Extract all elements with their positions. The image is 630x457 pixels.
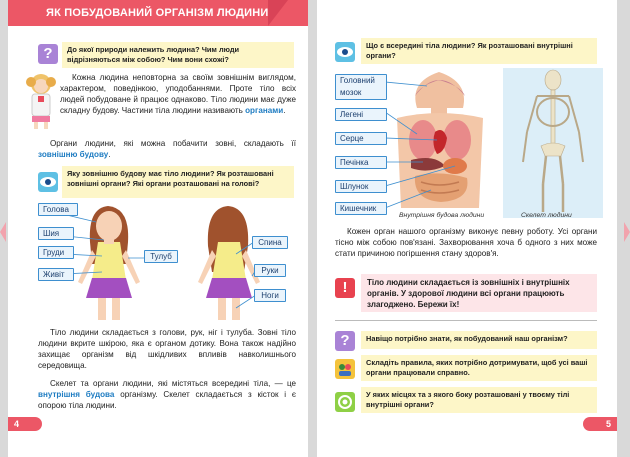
doctor-girl-illustration [22, 72, 60, 130]
question-box: Навіщо потрібно знати, як побудований наш організм? [361, 331, 597, 349]
eye-icon [38, 172, 58, 192]
page-number: 4 [8, 417, 42, 431]
caption-internal-structure: Внутрішня будова людини [399, 212, 485, 219]
question-icon: ? [38, 44, 58, 64]
skeleton-illustration [503, 68, 603, 218]
label-stomach: Шлунок [335, 180, 387, 193]
label-back: Спина [252, 236, 288, 249]
internal-structure-paragraph: Скелет та органи людини, які містяться всередині тіла, — це внутрішня будова організму. Скелет складається з кісток і є опорою тіла людини. [38, 379, 296, 410]
term-external-structure: зовнішню будову [38, 150, 109, 159]
question-box: До якої природи належить людина? Чим люди відрізняються між собою? Чим вони схожі? [62, 42, 294, 68]
question-box: Яку зовнішню будову має тіло людини? Як розташовані зовнішні органи? Які органи розташовані на голові? [62, 166, 294, 198]
question-box: У яких місцях та з якого боку розташовані у твоєму тілі внутрішні органи? [361, 387, 597, 413]
body-paragraph: Тіло людини складається з голови, рук, ніг і тулуба. Зовні тіло людини вкрите шкірою, яка є органом дотику. Вона також надійно захищає організм від шкідливих впливів навколишнього середовища. [38, 328, 296, 370]
task-box: Складіть правила, яких потрібно дотримувати, щоб усі ваші органи працювали справно. [361, 355, 597, 381]
label-legs: Ноги [254, 289, 286, 302]
term-organs: органами [245, 106, 284, 115]
right-page [317, 0, 617, 457]
label-chest: Груди [38, 246, 74, 259]
group-work-icon [335, 359, 355, 379]
question-box: Що є всередині тіла людини? Як розташовані внутрішні органи? [361, 38, 597, 64]
caption-skeleton: Скелет людини [521, 212, 572, 219]
term-internal-structure: внутрішня будова [38, 390, 115, 399]
chapter-title: ЯК ПОБУДОВАНИЙ ОРГАНІЗМ ЛЮДИНИ [46, 0, 268, 26]
label-intestine: Кишечник [335, 202, 387, 215]
chapter-header [8, 0, 308, 26]
internal-organs-illustration [387, 68, 497, 218]
divider [335, 320, 597, 321]
next-page-arrow[interactable] [624, 222, 630, 242]
eye-icon [335, 42, 355, 62]
intro-paragraph: Кожна людина неповторна за своїм зовнішнім виглядом, характером, поведінкою, уподобаннями. Проте тіло всіх людей побудоване й працює однаково. Тіло людини має дуже складну будову. Частини тіла людини називають органами. [60, 73, 296, 115]
page-number: 5 [583, 417, 617, 431]
organs-paragraph: Кожен орган нашого організму виконує певну роботу. Усі органи тісно між собою пов'язані. Захворювання хоча б одного з них може стати причиною погіршення стану здоров'я. [335, 227, 597, 258]
label-belly: Живіт [38, 268, 74, 281]
label-torso: Тулуб [144, 250, 178, 263]
label-neck: Шия [38, 227, 74, 240]
self-check-icon [335, 392, 355, 412]
external-structure-paragraph: Органи людини, які можна побачити зовні, складають її зовнішню будову. [38, 139, 296, 159]
label-lungs: Легені [335, 108, 387, 121]
label-heart: Серце [335, 132, 387, 145]
exclamation-icon: ! [335, 278, 355, 298]
body-parts-illustration [68, 202, 288, 322]
label-arms: Руки [254, 264, 286, 277]
important-box: Тіло людини складається із зовнішніх і внутрішніх органів. У здорової людини всі органи працюють злагоджено. Бережи їх! [361, 274, 597, 312]
left-page [8, 0, 308, 457]
label-liver: Печінка [335, 156, 387, 169]
prev-page-arrow[interactable] [0, 222, 6, 242]
question-icon: ? [335, 331, 355, 351]
label-head: Голова [38, 203, 78, 216]
label-brain: Головний мозок [335, 74, 387, 100]
